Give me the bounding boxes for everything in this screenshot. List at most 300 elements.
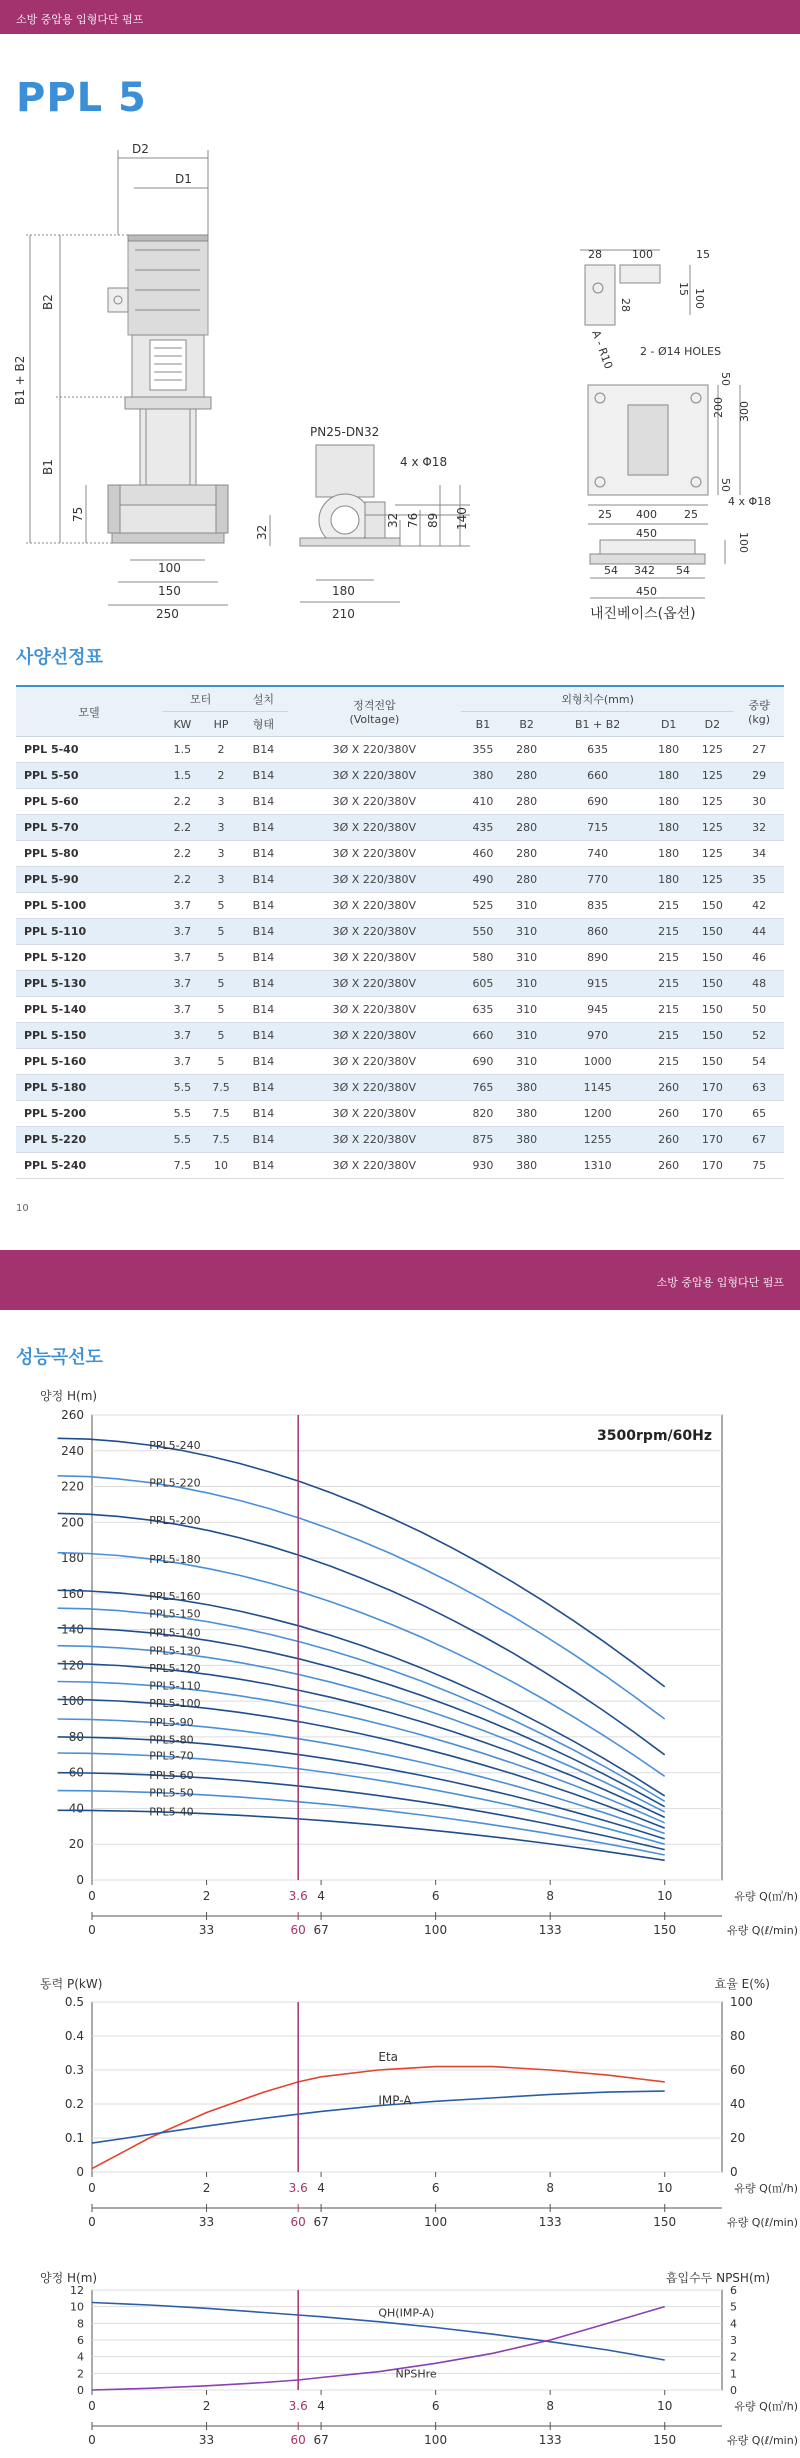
table-cell: 170 xyxy=(691,1153,735,1179)
th-motor: 모터 xyxy=(162,686,239,712)
table-cell: 380 xyxy=(505,1153,549,1179)
table-cell: 820 xyxy=(461,1101,505,1127)
table-cell: 550 xyxy=(461,919,505,945)
cell-model: PPL 5-120 xyxy=(16,945,162,971)
y-axis-title: 동력 P(kW) xyxy=(40,1977,103,1991)
table-cell: 29 xyxy=(734,763,784,789)
table-cell: 150 xyxy=(691,1023,735,1049)
table-row xyxy=(16,1153,784,1179)
y-tick-label: 220 xyxy=(61,1479,84,1494)
dim-210: 210 xyxy=(332,607,355,621)
y-right-tick-label: 4 xyxy=(730,2317,737,2331)
table-cell: 380 xyxy=(505,1127,549,1153)
y-right-tick-label: 5 xyxy=(730,2300,737,2314)
table-cell: B14 xyxy=(239,1075,287,1101)
th-weight: 중량 (kg) xyxy=(734,686,784,737)
table-cell: 1145 xyxy=(548,1075,646,1101)
th-model: 모델 xyxy=(16,686,162,737)
base-dim-100c: 100 xyxy=(737,532,750,553)
x2-tick-label: 33 xyxy=(198,1923,215,1937)
cell-model: PPL 5-60 xyxy=(16,789,162,815)
th-d1: D1 xyxy=(647,712,691,737)
base-dim-300: 300 xyxy=(738,401,751,422)
dim-76: 76 xyxy=(406,512,420,528)
table-cell: 27 xyxy=(734,737,784,763)
table-cell: 310 xyxy=(505,919,549,945)
x-tick-label: 0 xyxy=(88,2181,96,2195)
table-cell: 3Ø X 220/380V xyxy=(288,867,461,893)
table-cell: 410 xyxy=(461,789,505,815)
series-label-imp-a: IMP-A xyxy=(378,2093,412,2108)
x2-tick-label: 0 xyxy=(88,2215,96,2229)
table-cell: 7.5 xyxy=(162,1153,203,1179)
table-row xyxy=(16,971,784,997)
y-tick-label: 0.5 xyxy=(64,1995,84,2009)
dim-holes: 4 x Φ18 xyxy=(400,455,448,469)
dim-150: 150 xyxy=(158,584,181,598)
base-dim-15b: 15 xyxy=(677,282,690,296)
table-row xyxy=(16,919,784,945)
marker-q-label: 3.6 xyxy=(288,2181,308,2195)
dim-32a: 32 xyxy=(386,512,400,528)
base-dim-342: 342 xyxy=(634,564,655,577)
performance-charts xyxy=(0,1380,800,2458)
table-cell: 48 xyxy=(734,971,784,997)
table-cell: 435 xyxy=(461,815,505,841)
y-tick-label: 100 xyxy=(61,1694,84,1709)
table-cell: 3Ø X 220/380V xyxy=(288,1101,461,1127)
table-cell: 150 xyxy=(691,1049,735,1075)
table-cell: 835 xyxy=(548,893,646,919)
y-right-tick-label: 2 xyxy=(730,2350,737,2364)
series-label: PPL5-130 xyxy=(149,1644,201,1658)
y-right-tick-label: 6 xyxy=(730,2284,737,2297)
table-cell: 1310 xyxy=(548,1153,646,1179)
x2-tick-label: 67 xyxy=(313,1923,329,1937)
dim-flange: PN25-DN32 xyxy=(310,425,380,439)
th-d2: D2 xyxy=(691,712,735,737)
dim-d1: D1 xyxy=(175,172,192,186)
table-row xyxy=(16,1075,784,1101)
table-cell: 5.5 xyxy=(162,1101,203,1127)
x-axis-title: 유량 Q(㎥/h) xyxy=(734,2182,798,2195)
table-cell: 2.2 xyxy=(162,815,203,841)
y-right-tick-label: 20 xyxy=(730,2131,746,2145)
table-cell: 3Ø X 220/380V xyxy=(288,997,461,1023)
y-axis-title: 양정 H(m) xyxy=(40,2271,98,2285)
table-cell: 3.7 xyxy=(162,971,203,997)
series-label: PPL5-200 xyxy=(149,1514,201,1528)
base-dim-450a: 450 xyxy=(636,527,657,540)
table-row xyxy=(16,893,784,919)
base-dim-holes2: 4 x Φ18 xyxy=(728,495,772,508)
th-dims: 외형치수(mm) xyxy=(461,686,734,712)
table-cell: 280 xyxy=(505,763,549,789)
th-voltage: 정격전압 (Voltage) xyxy=(288,686,461,737)
y-right-tick-label: 60 xyxy=(730,2063,746,2077)
x2-tick-label: 100 xyxy=(424,2433,448,2447)
table-cell: 3Ø X 220/380V xyxy=(288,1023,461,1049)
x-tick-label: 10 xyxy=(657,2399,673,2413)
x-tick-label: 6 xyxy=(431,1889,440,1903)
table-cell: 10 xyxy=(203,1153,239,1179)
th-install: 설치 xyxy=(239,686,287,712)
table-cell: 890 xyxy=(548,945,646,971)
dim-75: 75 xyxy=(71,506,85,522)
base-dim-450b: 450 xyxy=(636,585,657,598)
table-cell: 1000 xyxy=(548,1049,646,1075)
table-row xyxy=(16,1049,784,1075)
table-cell: B14 xyxy=(239,789,287,815)
table-cell: 310 xyxy=(505,945,549,971)
series-label: PPL5-180 xyxy=(149,1552,201,1566)
table-cell: 310 xyxy=(505,997,549,1023)
x2-tick-label: 67 xyxy=(313,2215,329,2229)
table-cell: 3Ø X 220/380V xyxy=(288,737,461,763)
x2-axis-title: 유량 Q(ℓ/min) xyxy=(727,2216,798,2229)
x-axis-title: 유량 Q(㎥/h) xyxy=(734,2400,798,2413)
x-tick-label: 2 xyxy=(202,1889,211,1903)
x2-tick-label: 150 xyxy=(653,2433,677,2447)
table-cell: 635 xyxy=(548,737,646,763)
table-cell: 260 xyxy=(647,1075,691,1101)
pump-sleeve xyxy=(140,409,196,489)
cell-model: PPL 5-100 xyxy=(16,893,162,919)
x2-tick-label: 133 xyxy=(538,2215,562,2229)
y-tick-label: 120 xyxy=(61,1658,84,1673)
table-cell: 765 xyxy=(461,1075,505,1101)
table-cell: 3.7 xyxy=(162,945,203,971)
dim-100: 100 xyxy=(158,561,181,575)
base-dim-28a: 28 xyxy=(588,248,602,261)
table-cell: 930 xyxy=(461,1153,505,1179)
table-cell: B14 xyxy=(239,815,287,841)
table-cell: 3Ø X 220/380V xyxy=(288,789,461,815)
table-cell: 860 xyxy=(548,919,646,945)
x-tick-label: 6 xyxy=(431,2181,440,2195)
base-dim-r10: A - R10 xyxy=(589,328,616,371)
dim-d2: D2 xyxy=(132,142,149,156)
y-tick-label: 0 xyxy=(76,2165,84,2179)
series-line-eta xyxy=(92,2067,665,2169)
table-cell: 5 xyxy=(203,945,239,971)
table-cell: 215 xyxy=(647,945,691,971)
header-band-2-text: 소방 중압용 입형다단 펌프 xyxy=(656,1276,784,1289)
table-cell: 150 xyxy=(691,893,735,919)
table-cell: 44 xyxy=(734,919,784,945)
y-tick-label: 0.3 xyxy=(64,2063,84,2077)
cell-model: PPL 5-150 xyxy=(16,1023,162,1049)
base-dim-28b: 28 xyxy=(619,298,632,312)
x-tick-label: 8 xyxy=(546,2181,555,2195)
table-cell: 63 xyxy=(734,1075,784,1101)
table-cell: 915 xyxy=(548,971,646,997)
marker-q-label: 3.6 xyxy=(288,2399,308,2413)
table-cell: 170 xyxy=(691,1127,735,1153)
table-cell: 1.5 xyxy=(162,737,203,763)
base-dim-50a: 50 xyxy=(719,372,732,386)
y-tick-label: 12 xyxy=(70,2284,84,2297)
base-dim-15a: 15 xyxy=(696,248,710,261)
y-tick-label: 0 xyxy=(76,1873,84,1887)
table-cell: 34 xyxy=(734,841,784,867)
table-cell: 1255 xyxy=(548,1127,646,1153)
y-axis-title: 양정 H(m) xyxy=(40,1389,98,1403)
marker-l-label: 60 xyxy=(290,2433,306,2447)
table-cell: 3Ø X 220/380V xyxy=(288,1075,461,1101)
table-cell: 3Ø X 220/380V xyxy=(288,1153,461,1179)
series-label: PPL5-100 xyxy=(149,1696,201,1710)
table-cell: B14 xyxy=(239,867,287,893)
series-label: PPL5-140 xyxy=(149,1626,201,1640)
table-cell: 180 xyxy=(647,737,691,763)
table-cell: 5 xyxy=(203,997,239,1023)
table-cell: 215 xyxy=(647,1049,691,1075)
header-band-2 xyxy=(0,1250,800,1310)
y-tick-label: 140 xyxy=(61,1622,84,1637)
table-cell: 260 xyxy=(647,1153,691,1179)
table-cell: B14 xyxy=(239,841,287,867)
table-cell: 3.7 xyxy=(162,997,203,1023)
cell-model: PPL 5-220 xyxy=(16,1127,162,1153)
table-cell: B14 xyxy=(239,1127,287,1153)
table-cell: 310 xyxy=(505,1023,549,1049)
table-cell: 3.7 xyxy=(162,1023,203,1049)
series-label: PPL5-50 xyxy=(149,1786,194,1800)
table-cell: 3Ø X 220/380V xyxy=(288,815,461,841)
table-cell: 660 xyxy=(461,1023,505,1049)
table-row xyxy=(16,737,784,763)
series-label-npshre: NPSHre xyxy=(395,2367,437,2381)
x2-tick-label: 150 xyxy=(653,1923,677,1937)
table-row xyxy=(16,763,784,789)
y-tick-label: 2 xyxy=(77,2367,84,2381)
y-tick-label: 0.1 xyxy=(64,2131,84,2145)
y-tick-label: 80 xyxy=(68,1729,84,1744)
y-tick-label: 180 xyxy=(61,1551,84,1566)
x2-tick-label: 0 xyxy=(88,1923,96,1937)
table-cell: 180 xyxy=(647,815,691,841)
dim-250: 250 xyxy=(156,607,179,621)
series-label: PPL5-90 xyxy=(149,1716,194,1730)
table-cell: 125 xyxy=(691,789,735,815)
table-cell: 3 xyxy=(203,841,239,867)
table-row xyxy=(16,1127,784,1153)
dim-b2: B2 xyxy=(41,294,55,310)
table-cell: 125 xyxy=(691,867,735,893)
series-label: PPL5-80 xyxy=(149,1733,194,1747)
table-cell: 215 xyxy=(647,997,691,1023)
table-cell: B14 xyxy=(239,737,287,763)
x-tick-label: 6 xyxy=(431,2399,440,2413)
series-label: PPL5-160 xyxy=(149,1589,201,1603)
table-cell: 5 xyxy=(203,971,239,997)
base-dim-25a: 25 xyxy=(598,508,612,521)
y-right-tick-label: 0 xyxy=(730,2165,738,2179)
th-kw: KW xyxy=(162,712,203,737)
header-band-text: 소방 중압용 입형다단 펌프 xyxy=(16,13,144,26)
y-tick-label: 0.2 xyxy=(64,2097,84,2111)
y-right-tick-label: 0 xyxy=(730,2384,737,2397)
table-row xyxy=(16,945,784,971)
y-tick-label: 4 xyxy=(77,2350,84,2364)
series-label: PPL5-240 xyxy=(149,1439,201,1453)
dimension-drawing xyxy=(0,140,800,630)
table-cell: 50 xyxy=(734,997,784,1023)
table-row xyxy=(16,815,784,841)
cell-model: PPL 5-80 xyxy=(16,841,162,867)
table-cell: 32 xyxy=(734,815,784,841)
base-dim-100b: 100 xyxy=(693,288,706,309)
table-cell: 125 xyxy=(691,737,735,763)
x2-axis-title: 유량 Q(ℓ/min) xyxy=(727,1924,798,1937)
x2-tick-label: 67 xyxy=(313,2433,329,2447)
th-b1b2: B1 + B2 xyxy=(548,712,646,737)
cell-model: PPL 5-70 xyxy=(16,815,162,841)
table-cell: B14 xyxy=(239,971,287,997)
series-label-qh: QH(IMP-A) xyxy=(378,2306,435,2320)
table-cell: 310 xyxy=(505,971,549,997)
table-cell: 5.5 xyxy=(162,1075,203,1101)
table-cell: 260 xyxy=(647,1127,691,1153)
x2-tick-label: 150 xyxy=(653,2215,677,2229)
x-axis-title: 유량 Q(㎥/h) xyxy=(734,1890,798,1903)
table-cell: 3 xyxy=(203,867,239,893)
table-cell: 690 xyxy=(548,789,646,815)
x-tick-label: 2 xyxy=(202,2181,211,2195)
table-cell: 170 xyxy=(691,1101,735,1127)
table-cell: 580 xyxy=(461,945,505,971)
table-cell: B14 xyxy=(239,1049,287,1075)
table-cell: 67 xyxy=(734,1127,784,1153)
table-cell: 35 xyxy=(734,867,784,893)
dim-180: 180 xyxy=(332,584,355,598)
y-right-tick-label: 100 xyxy=(730,1995,753,2009)
y-tick-label: 40 xyxy=(68,1801,84,1816)
base-dim-holes: 2 - Ø14 HOLES xyxy=(640,345,722,358)
base-dim-400: 400 xyxy=(636,508,657,521)
table-cell: 5 xyxy=(203,1023,239,1049)
x-tick-label: 8 xyxy=(546,2399,555,2413)
table-cell: 54 xyxy=(734,1049,784,1075)
table-cell: 3Ø X 220/380V xyxy=(288,893,461,919)
table-cell: 490 xyxy=(461,867,505,893)
table-cell: 125 xyxy=(691,763,735,789)
series-line-ppl5-50 xyxy=(58,1791,665,1855)
base-caption: 내진베이스(옵션) xyxy=(590,606,696,622)
x2-tick-label: 133 xyxy=(538,1923,562,1937)
table-cell: 2 xyxy=(203,737,239,763)
table-cell: 5 xyxy=(203,893,239,919)
cell-model: PPL 5-40 xyxy=(16,737,162,763)
table-cell: 2.2 xyxy=(162,789,203,815)
x-tick-label: 4 xyxy=(317,2181,325,2195)
series-label: PPL5-150 xyxy=(149,1607,201,1621)
x2-tick-label: 33 xyxy=(198,2215,215,2229)
table-cell: 380 xyxy=(461,763,505,789)
table-cell: 280 xyxy=(505,737,549,763)
table-cell: 460 xyxy=(461,841,505,867)
table-cell: 46 xyxy=(734,945,784,971)
table-cell: 3.7 xyxy=(162,893,203,919)
x2-tick-label: 33 xyxy=(198,2433,215,2447)
dim-b1b2: B1 + B2 xyxy=(13,355,27,405)
table-cell: 150 xyxy=(691,997,735,1023)
x-tick-label: 10 xyxy=(657,1889,673,1903)
y-right-tick-label: 3 xyxy=(730,2334,737,2347)
x2-axis-title: 유량 Q(ℓ/min) xyxy=(727,2434,798,2447)
table-cell: 280 xyxy=(505,841,549,867)
table-cell: 215 xyxy=(647,1023,691,1049)
table-cell: 215 xyxy=(647,893,691,919)
table-cell: 605 xyxy=(461,971,505,997)
y-tick-label: 240 xyxy=(61,1443,84,1458)
table-row xyxy=(16,841,784,867)
series-label-eta: Eta xyxy=(378,2049,399,2064)
table-cell: 30 xyxy=(734,789,784,815)
table-cell: 150 xyxy=(691,971,735,997)
cell-model: PPL 5-130 xyxy=(16,971,162,997)
th-b2: B2 xyxy=(505,712,549,737)
y-right-axis-title: 효율 E(%) xyxy=(714,1977,770,1991)
table-cell: B14 xyxy=(239,893,287,919)
table-cell: B14 xyxy=(239,1153,287,1179)
cell-model: PPL 5-140 xyxy=(16,997,162,1023)
table-cell: 3Ø X 220/380V xyxy=(288,945,461,971)
y-right-tick-label: 40 xyxy=(730,2097,746,2111)
y-right-tick-label: 1 xyxy=(730,2367,737,2381)
table-cell: 65 xyxy=(734,1101,784,1127)
spec-table xyxy=(16,685,784,1179)
page-number: 10 xyxy=(16,1203,29,1214)
table-cell: 2 xyxy=(203,763,239,789)
table-cell: 125 xyxy=(691,815,735,841)
y-tick-label: 6 xyxy=(77,2334,84,2347)
table-cell: 180 xyxy=(647,763,691,789)
table-cell: 715 xyxy=(548,815,646,841)
cell-model: PPL 5-50 xyxy=(16,763,162,789)
table-row xyxy=(16,997,784,1023)
x2-tick-label: 100 xyxy=(424,1923,448,1937)
table-cell: 1200 xyxy=(548,1101,646,1127)
marker-l-label: 60 xyxy=(290,1923,306,1937)
base-dim-54a: 54 xyxy=(604,564,618,577)
x2-tick-label: 0 xyxy=(88,2433,96,2447)
series-label: PPL5-70 xyxy=(149,1749,194,1763)
table-cell: 215 xyxy=(647,919,691,945)
chart2-frame xyxy=(92,2002,722,2172)
table-cell: 3Ø X 220/380V xyxy=(288,841,461,867)
table-cell: 355 xyxy=(461,737,505,763)
table-cell: 635 xyxy=(461,997,505,1023)
series-label: PPL5-40 xyxy=(149,1805,194,1819)
table-cell: 215 xyxy=(647,971,691,997)
table-cell: 310 xyxy=(505,893,549,919)
table-cell: 310 xyxy=(505,1049,549,1075)
table-cell: 5 xyxy=(203,919,239,945)
y-right-axis-title: 흡입수두 NPSH(m) xyxy=(665,2271,770,2285)
table-cell: 7.5 xyxy=(203,1101,239,1127)
table-cell: 3 xyxy=(203,789,239,815)
table-cell: 3.7 xyxy=(162,1049,203,1075)
x-tick-label: 10 xyxy=(657,2181,673,2195)
chart-title: 3500rpm/60Hz xyxy=(597,1428,712,1444)
table-cell: 1.5 xyxy=(162,763,203,789)
base-dim-25b: 25 xyxy=(684,508,698,521)
table-row xyxy=(16,789,784,815)
table-cell: 525 xyxy=(461,893,505,919)
y-tick-label: 10 xyxy=(70,2300,84,2314)
